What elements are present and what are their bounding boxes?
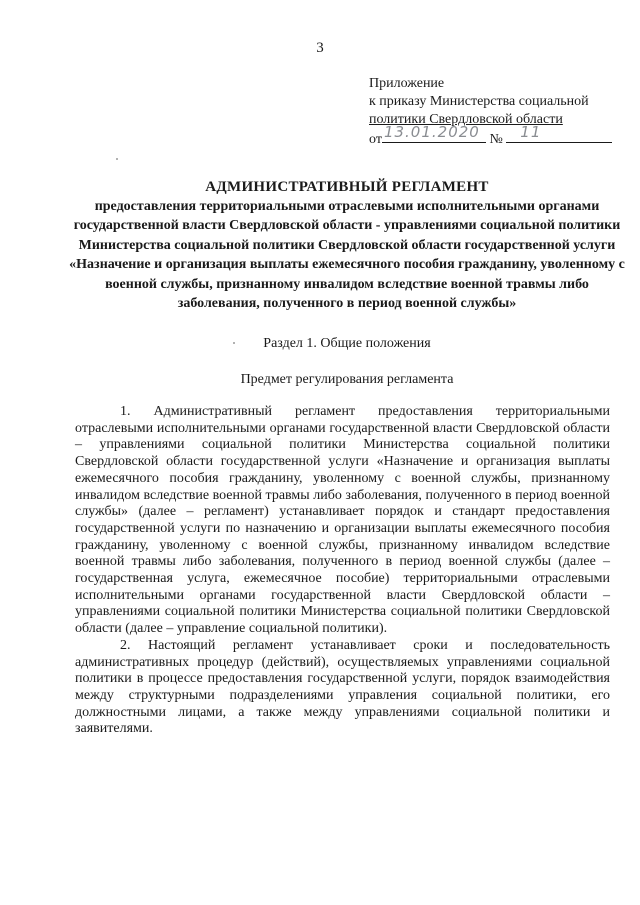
order-number-label: № (489, 132, 503, 147)
section-heading: Раздел 1. Общие положения (263, 336, 431, 351)
appendix-block (369, 75, 634, 149)
body-text (75, 404, 610, 738)
appendix-order-reference: к приказу Министерства социальной (369, 94, 589, 109)
paragraph-1: 1. Административный регламент предоставления территориальными отраслевыми исполнительными органами государственной власти Свердловской области – управлениями социальной политики Министерства социальной политики Свердловской области государственной услуги «Назначение и организация выплаты ежемесячного пособия гражданину, уволенному с военной службы, признанному инвалидом вследствие военной травмы либо заболевания, полученного в период военной службы» (далее – регламент) устанавливает порядок и стандарт предоставления государственной услуги по назначению и организации выплаты ежемесячного пособия гражданину, уволенному с военной службы, признанному инвалидом вследствие военной травмы либо заболевания, полученного в период военной службы (далее – государственная услуга, ежемесячное пособие) территориальными отраслевыми исполнительными органами государственной власти Свердловской области – управлениями социальной политики Министерства социальной политики Свердловской области (далее – управление социальной политики). (75, 404, 610, 637)
order-date-handwritten: 13.01.2020 (383, 123, 480, 141)
regulation-title: АДМИНИСТРАТИВНЫЙ РЕГЛАМЕНТ (205, 179, 489, 195)
scan-speck (116, 158, 118, 160)
order-date-number-line (369, 123, 634, 149)
order-number-field (506, 123, 612, 143)
section-subheading: Предмет регулирования регламента (240, 372, 454, 387)
appendix-ministry-name: политики Свердловской области (369, 112, 563, 127)
appendix-label: Приложение (369, 76, 445, 91)
order-from-label: от (369, 132, 382, 147)
regulation-subtitle: предоставления территориальными отраслевыми исполнительными органами государственной власти Свердловской области - управлениями социальной политики Министерства социальной политики Свердловской области государственной услуги «Назначение и организация выплаты ежемесячного пособия гражданину, уволенному с военной службы, признанному инвалидом вследствие военной травмы либо заболевания, полученного в период военной службы» (69, 199, 625, 312)
page-number: 3 (316, 40, 324, 56)
paragraph-2: 2. Настоящий регламент устанавливает сроки и последовательность административных процедур (действий), осуществляемых управлениями социальной политики в процессе предоставления государственной услуги, порядок взаимодействия между структурными подразделениями управления социальной политики, его должностными лицами, а также между управлениями социальной политики и заявителями. (75, 637, 610, 737)
regulation-title-block (60, 177, 634, 313)
order-number-handwritten: 11 (520, 123, 542, 141)
order-date-field (382, 123, 486, 143)
